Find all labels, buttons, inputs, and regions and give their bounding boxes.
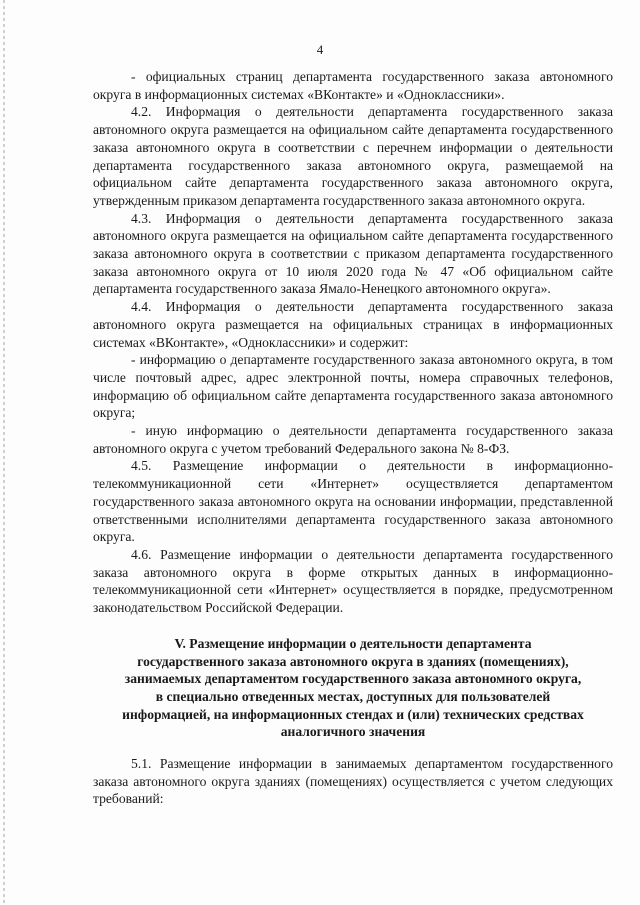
heading-line: V. Размещение информации о деятельности департамента (174, 635, 532, 651)
heading-line: информацией, на информационных стендах и (или) технических средствах (122, 706, 584, 722)
heading-line: занимаемых департаментом государственного заказа автономного округа, (124, 671, 582, 687)
section-v-heading (93, 635, 613, 741)
paragraph-bullet-other-info: - иную информацию о деятельности департамента государственного заказа автономного округа с учетом требований Федерального закона № 8-ФЗ. (93, 423, 613, 456)
heading-line: государственного заказа автономного округа в зданиях (помещениях), (137, 653, 569, 669)
paragraph-4-5: 4.5. Размещение информации о деятельности в информационно-телекоммуникационной сети «Интернет» осуществляется департаментом государственного заказа автономного округа на основании информации, представленной ответственными исполнителями департамента государственного заказа автономного округа. (93, 458, 613, 545)
page-number: 4 (316, 42, 324, 57)
heading-line: аналогичного значения (280, 724, 426, 740)
document-body (93, 68, 613, 808)
paragraph-4-6: 4.6. Размещение информации о деятельности департамента государственного заказа автономного округа в форме открытых данных в информационно-телекоммуникационной сети «Интернет» осуществляется в порядке, предусмотренном законодательством Российской Федерации. (93, 546, 613, 616)
paragraph-4-2: 4.2. Информация о деятельности департамента государственного заказа автономного округа размещается на официальном сайте департамента государственного заказа автономного округа в соответствии с перечнем информации о деятельности департамента государственного заказа автономного округа, размещаемой на официальном сайте департамента государственного заказа автономного округа, утвержденным приказом департамента государственного заказа автономного округа. (93, 104, 613, 208)
scan-edge (3, 0, 5, 905)
paragraph-4-3: 4.3. Информация о деятельности департамента государственного заказа автономного округа размещается на официальном сайте департамента государственного заказа автономного округа в соответствии с приказом департамента государственного заказа автономного округа от 10 июля 2020 года № 47 «Об официальном сайте департамента государственного заказа Ямало-Ненецкого автономного округа». (93, 210, 613, 297)
paragraph-bullet-info-about-department: - информацию о департаменте государственного заказа автономного округа, в том числе почтовый адрес, адрес электронной почты, номера справочных телефонов, информацию об официальном сайте департамента государственного заказа автономного округа; (93, 352, 613, 421)
paragraph-bullet-official-pages: - официальных страниц департамента государственного заказа автономного округа в информационных системах «ВКонтакте» и «Одноклассники». (93, 69, 613, 102)
heading-line: в специально отведенных местах, доступных для пользователей (155, 688, 551, 704)
paragraph-4-4: 4.4. Информация о деятельности департамента государственного заказа автономного округа размещается на официальных страницах в информационных системах «ВКонтакте», «Одноклассники» и содержит: (93, 299, 613, 350)
paragraph-5-1: 5.1. Размещение информации в занимаемых департаментом государственного заказа автономного округа зданиях (помещениях) осуществляется с учетом следующих требований: (93, 756, 613, 807)
